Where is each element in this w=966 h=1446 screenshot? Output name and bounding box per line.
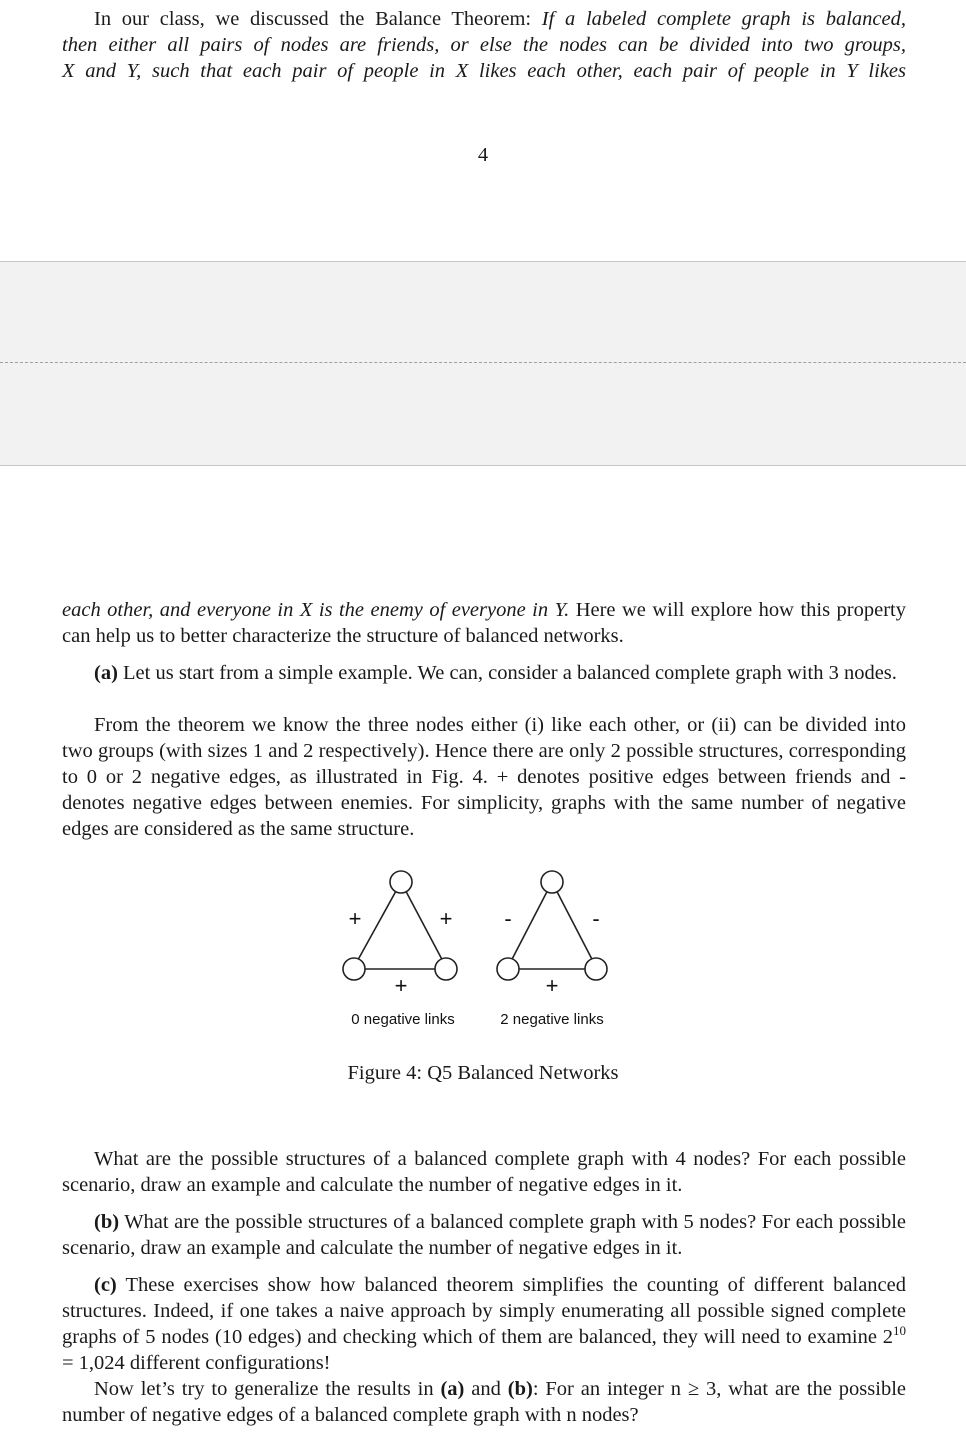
generalize-and: and [464,1378,508,1400]
part-a-label: (a) [94,662,118,684]
generalize-pre: Now let’s try to generalize the results in [94,1378,441,1400]
ref-a: (a) [440,1378,465,1400]
part-a-intro [62,660,906,686]
node-top [541,871,563,893]
part-b-text: What are the possible structures of a balanced complete graph with 5 nodes? For each possible scenario, draw an example and calculate the number of negative edges in it. [62,1211,906,1259]
part-b-label: (b) [94,1211,120,1233]
figure-4 [330,865,630,1035]
graph-caption: 0 negative links [351,1011,455,1028]
graph-0-negative [343,871,457,1028]
theorem-statement-3: X and Y, such that each pair of people in X likes each other, each pair of people in Y likes [62,60,906,82]
continuation-text: Here we will explore how this property can help us to better characterize the structure of balanced networks. [62,599,906,647]
graph-2-negative [497,871,607,1028]
part-a-intro-text: Let us start from a simple example. We can, consider a balanced complete graph with 3 nodes. [117,662,897,684]
page-number: 4 [477,144,489,166]
theorem-intro: In our class, we discussed the Balance Theorem: [94,8,542,30]
ref-b: (b) [507,1378,533,1400]
part-c-label: (c) [94,1274,117,1296]
node-right [435,958,457,980]
edge-right [552,882,596,967]
part-c-exponent: 10 [893,1323,906,1339]
edge-label-right: + [439,906,453,931]
part-a-body: From the theorem we know the three nodes either (i) like each other, or (ii) can be divided into two groups (with sizes 1 and 2 respectively). Hence there are only 2 possible structures, corresponding to 0 or 2 negative edges, as illustrated in Fig. 4. + denotes positive edges between friends and - denotes negative edges between enemies. For simplicity, graphs with the same number of negative edges are considered as the same structure. [62,714,906,840]
edge-left [508,882,552,967]
balanced-networks-diagram [330,865,630,1035]
node-right [585,958,607,980]
part-c-text: These exercises show how balanced theorem simplifies the counting of different balanced structures. Indeed, if one takes a naive approach by simply enumerating all possible signed complete graphs of 5 nodes (10 edges) and checking which of them are balanced, they will need to examine 2 [62,1274,906,1348]
figure-caption: Figure 4: Q5 Balanced Networks [347,1062,619,1084]
theorem-continuation [62,597,906,649]
part-c-text-end: = 1,024 different configurations! [62,1352,331,1374]
generalize-question [62,1376,906,1428]
balance-theorem-paragraph [62,6,906,84]
edge-label-bottom: + [545,973,559,998]
page-break-divider [0,362,966,363]
theorem-statement-2: then either all pairs of nodes are friends, or else the nodes can be divided into two groups, [62,34,906,56]
graph-caption: 2 negative links [500,1011,604,1028]
part-c [62,1272,906,1376]
edge-label-bottom: + [394,973,408,998]
generalize-post: : For an integer n ≥ 3, what are the possible number of negative edges of a balanced complete graph with n nodes? [62,1378,906,1426]
node-left [343,958,365,980]
edge-label-right: - [592,906,600,931]
node-left [497,958,519,980]
edge-label-left: + [348,906,362,931]
part-b [62,1209,906,1261]
edge-label-left: - [504,906,512,931]
theorem-statement-1: If a labeled complete graph is balanced, [541,8,906,30]
page-gap [0,261,966,466]
question-4-nodes: What are the possible structures of a balanced complete graph with 4 nodes? For each possible scenario, draw an example and calculate the number of negative edges in it. [62,1148,906,1196]
node-top [390,871,412,893]
theorem-statement-end: each other, and everyone in X is the enemy of everyone in Y. [62,599,570,621]
